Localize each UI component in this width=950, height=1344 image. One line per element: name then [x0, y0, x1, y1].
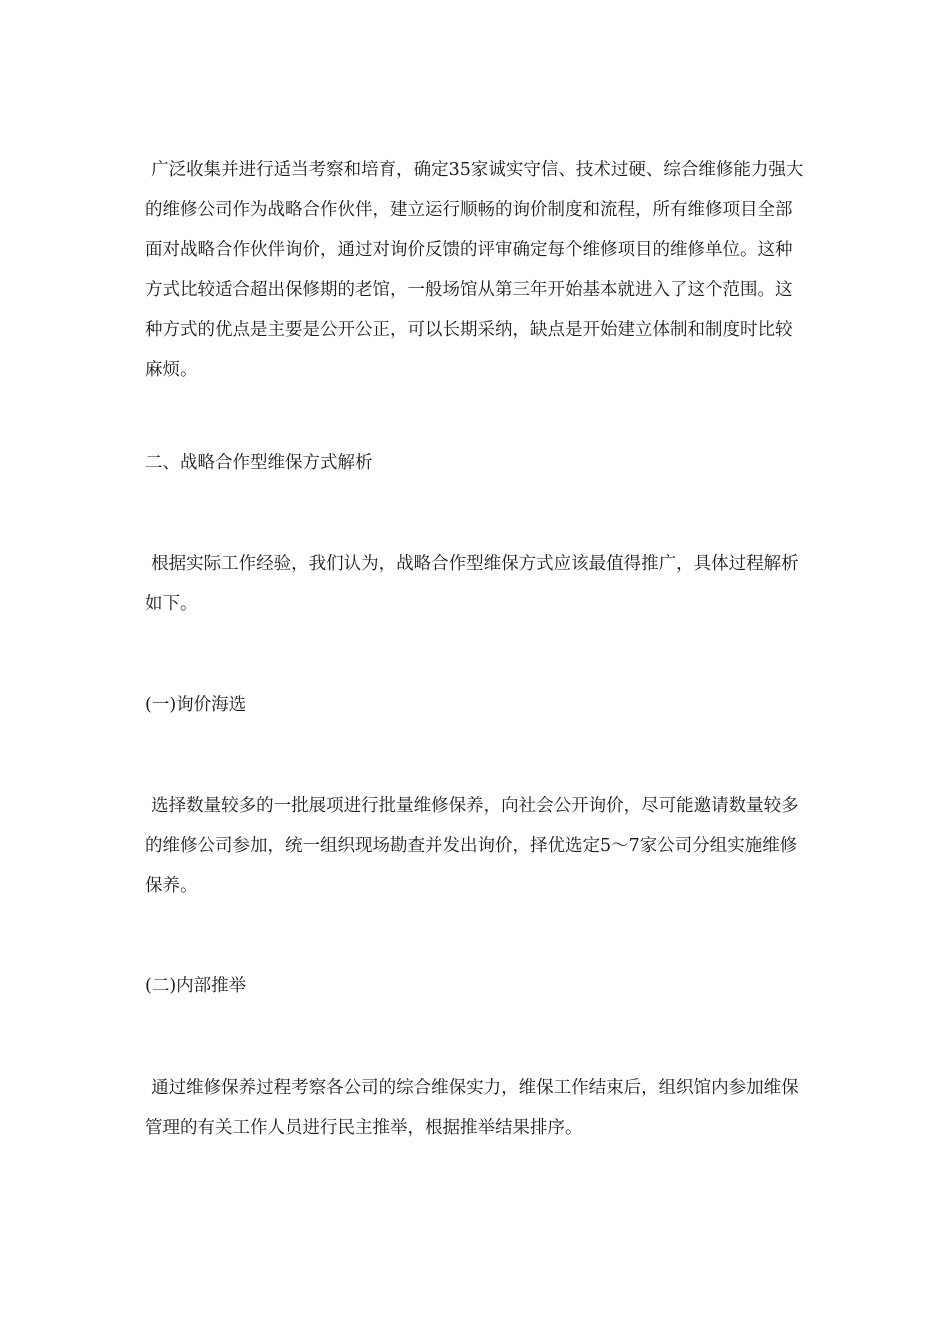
paragraph-batch-maintenance: 选择数量较多的一批展项进行批量维修保养，向社会公开询价，尽可能邀请数量较多的维修公司参加，统一组织现场勘查并发出询价，择优选定5～7家公司分组实施维修保养。	[145, 796, 799, 896]
subheading-internal-recommendation: (二)内部推举	[145, 976, 247, 996]
paragraph-democratic-recommendation: 通过维修保养过程考察各公司的综合维保实力，维保工作结束后，组织馆内参加维保管理的有关工作人员进行民主推举，根据推举结果排序。	[145, 1078, 799, 1138]
paragraph-strategic-partner-intro: 广泛收集并进行适当考察和培育，确定35家诚实守信、技术过硬、综合维修能力强大的维修公司作为战略合作伙伴，建立运行顺畅的询价制度和流程，所有维修项目全部面对战略合作伙伴询价，通过对询价反馈的评审确定每个维修项目的维修单位。这种方式比较适合超出保修期的老馆，一般场馆从第三年开始基本就进入了这个范围。这种方式的优点是主要是公开公正，可以长期采纳，缺点是开始建立体制和制度时比较麻烦。	[145, 160, 804, 380]
subheading-inquiry-selection: (一)询价海选	[145, 695, 247, 715]
paragraph-practical-experience: 根据实际工作经验，我们认为，战略合作型维保方式应该最值得推广，具体过程解析如下。	[145, 554, 799, 614]
section-heading-strategic-maintenance: 二、战略合作型维保方式解析	[145, 453, 373, 473]
